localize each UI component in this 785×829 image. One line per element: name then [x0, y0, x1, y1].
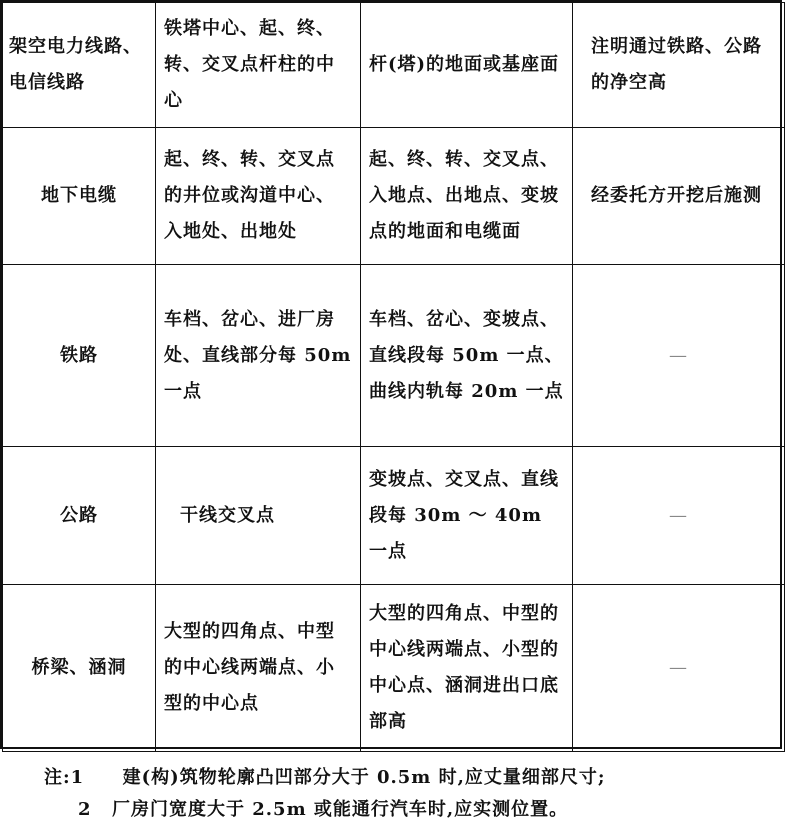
note-text: 建(构)筑物轮廓凸凹部分大于 0.5m 时,应丈量细部尺寸;: [122, 767, 606, 788]
table-row: [3, 128, 785, 265]
note-item: [44, 762, 784, 794]
table-cell: 架空电力线路、电信线路: [3, 3, 156, 128]
note-prefix: 注:: [44, 767, 71, 788]
table-cell: 起、终、转、交叉点的井位或沟道中心、入地处、出地处: [156, 128, 361, 265]
table-cell: 车档、岔心、变坡点、直线段每 50m 一点、曲线内轨每 20m 一点: [361, 265, 573, 447]
note-item: [44, 794, 784, 826]
table-cell: —: [573, 585, 785, 752]
table-cell: 干线交叉点: [156, 447, 361, 585]
table-cell: 经委托方开挖后施测: [573, 128, 785, 265]
table-cell: 公路: [3, 447, 156, 585]
table-cell: 桥梁、涵洞: [3, 585, 156, 752]
table-row: [3, 447, 785, 585]
table-cell: 变坡点、交叉点、直线段每 30m ～ 40m 一点: [361, 447, 573, 585]
table-cell: 注明通过铁路、公路的净空高: [573, 3, 785, 128]
note-number: 1: [70, 767, 85, 788]
table-cell: 铁路: [3, 265, 156, 447]
table-cell: 铁塔中心、起、终、转、交叉点杆柱的中心: [156, 3, 361, 128]
table-cell: 大型的四角点、中型的中心线两端点、小型的中心点: [156, 585, 361, 752]
note-number: 2: [78, 799, 92, 820]
table-cell: 车档、岔心、进厂房处、直线部分每 50m 一点: [156, 265, 361, 447]
table-row: [3, 265, 785, 447]
data-table: [2, 2, 785, 752]
table-cell: —: [573, 265, 785, 447]
table-cell: —: [573, 447, 785, 585]
table-row: [3, 585, 785, 752]
table-cell: 杆(塔)的地面或基座面: [361, 3, 573, 128]
table-cell: 地下电缆: [3, 128, 156, 265]
table-row: [3, 3, 785, 128]
table-notes: [44, 762, 784, 826]
table-cell: 大型的四角点、中型的中心线两端点、小型的中心点、涵洞进出口底部高: [361, 585, 573, 752]
table-cell: 起、终、转、交叉点、入地点、出地点、变坡点的地面和电缆面: [361, 128, 573, 265]
note-text: 厂房门宽度大于 2.5m 或能通行汽车时,应实测位置。: [112, 799, 569, 820]
